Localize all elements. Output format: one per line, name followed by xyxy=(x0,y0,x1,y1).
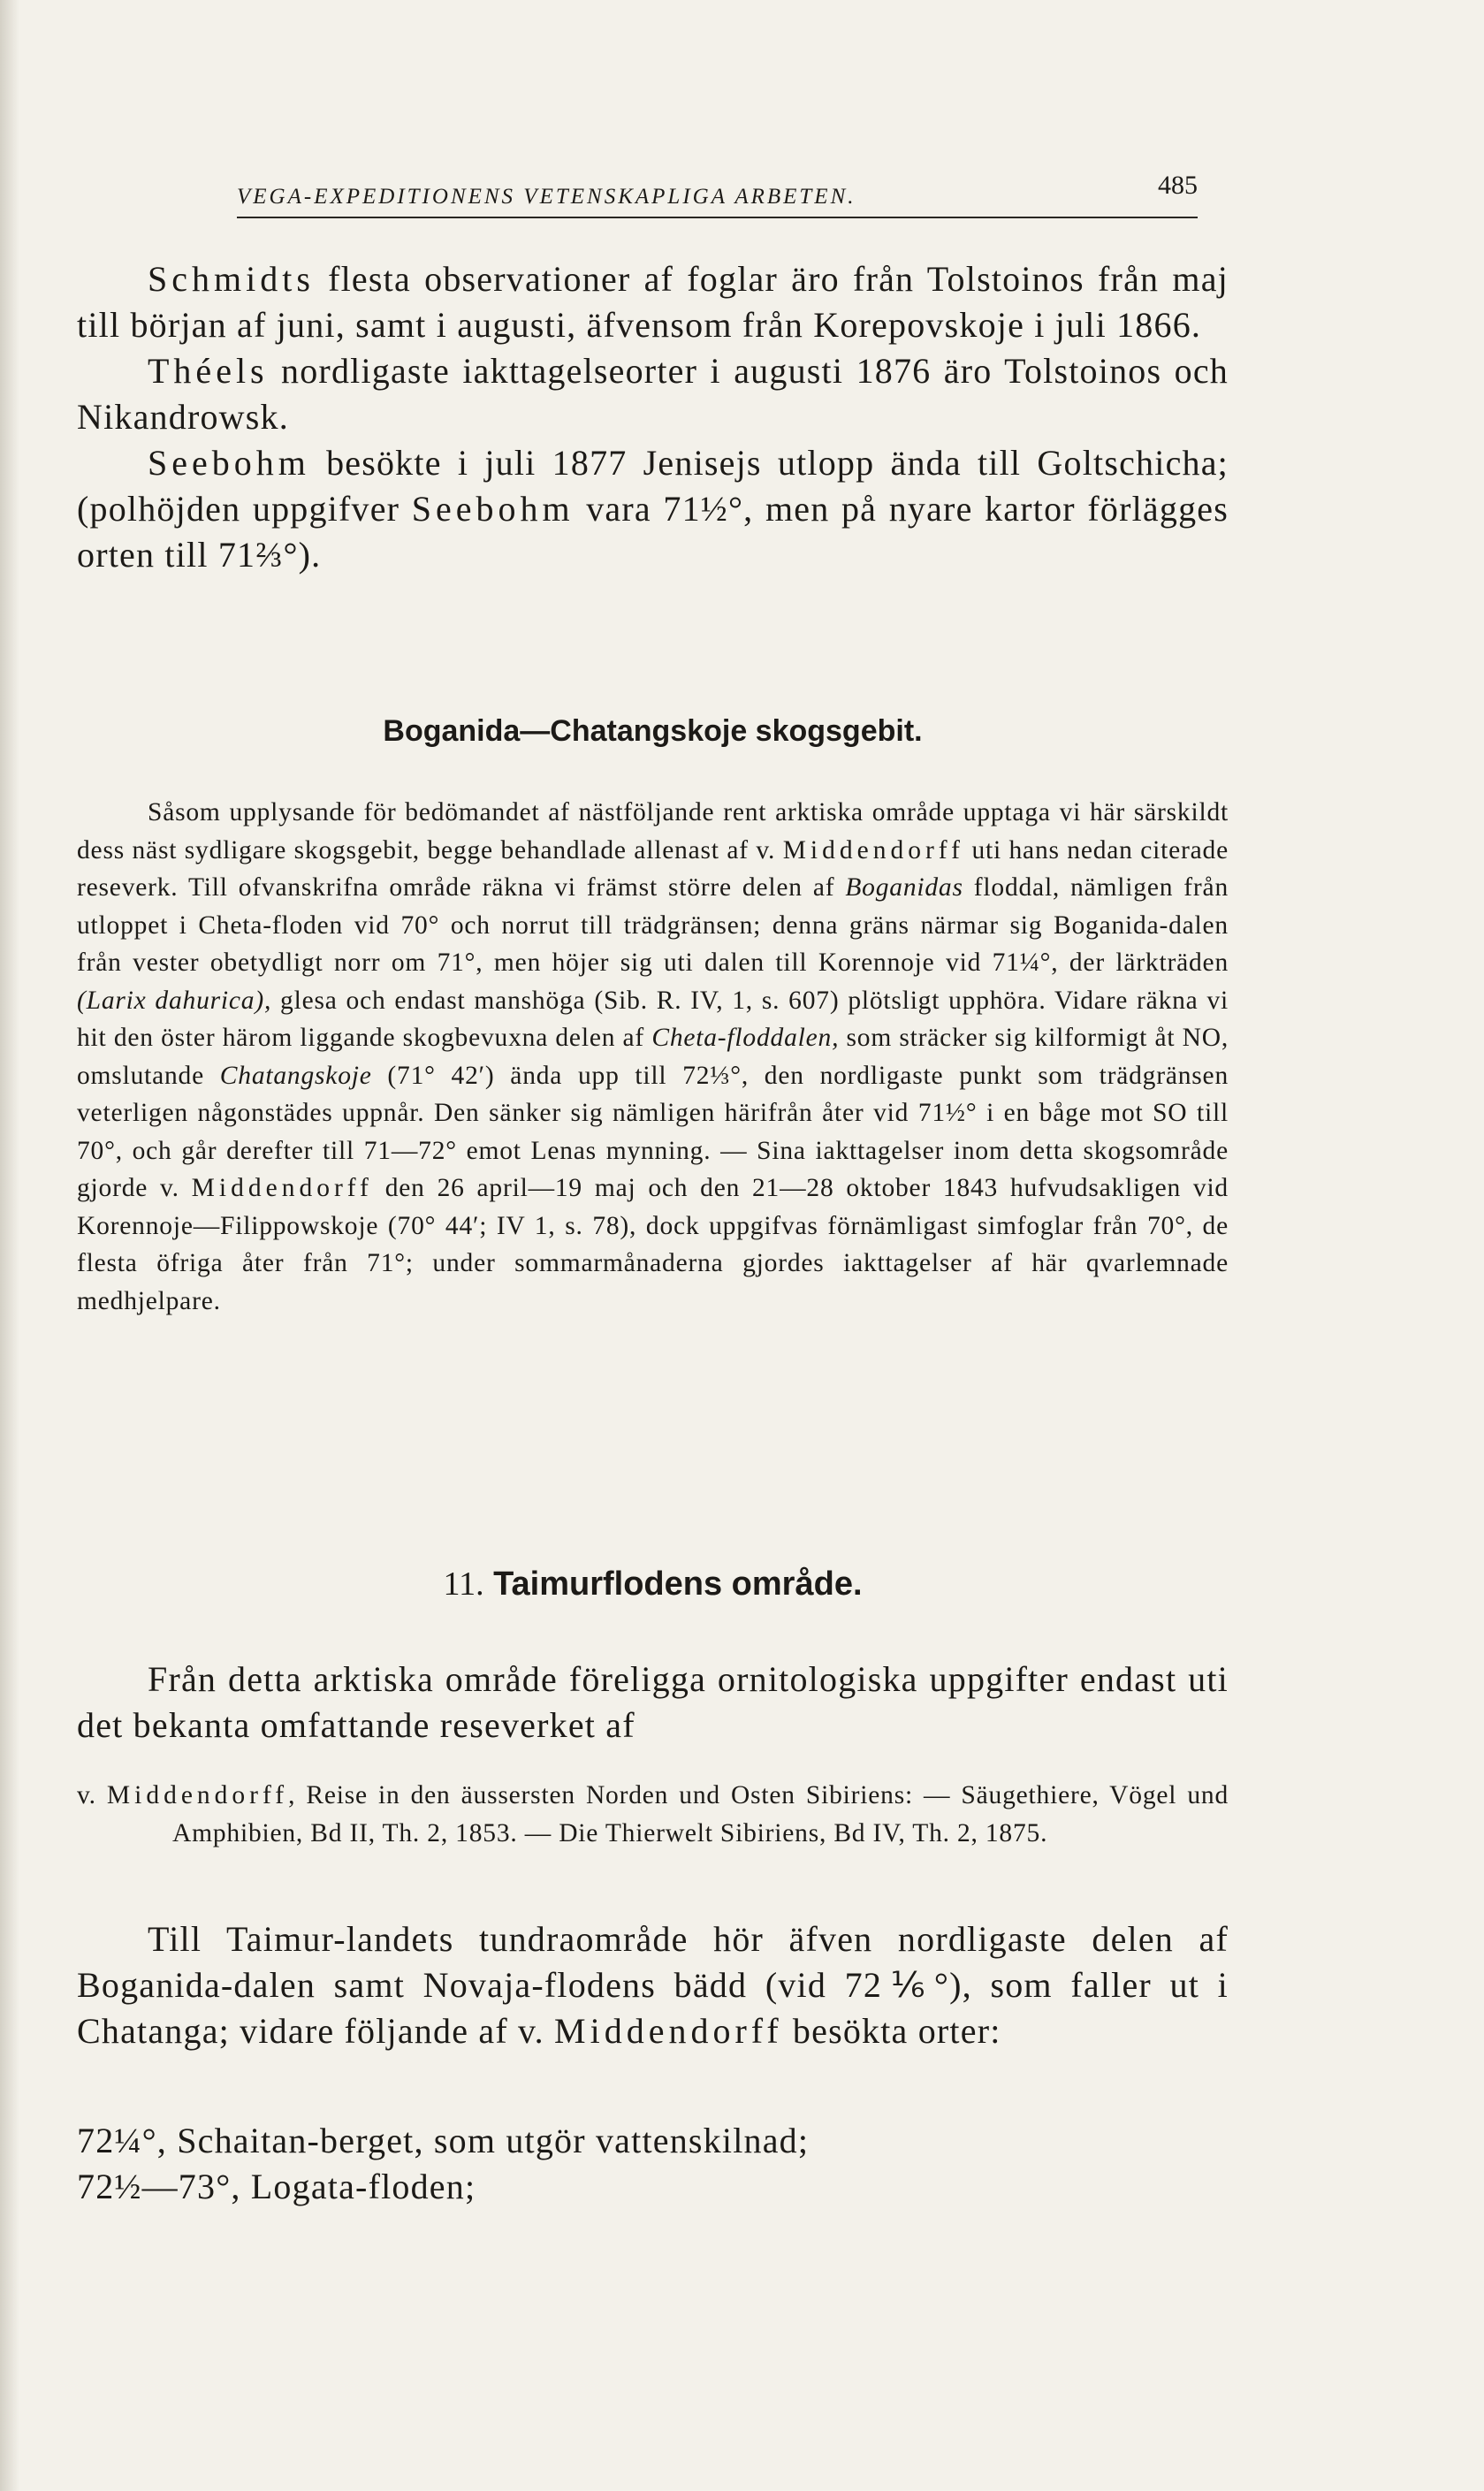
text-run: floddal, nämligen från utloppet i Cheta-floden vid 70° och norrut till trädgränsen; denna gräns närmar sig Boganida-dalen från vester obetydligt norr om 71°, men höjer sig uti dalen till Korennoje vid 71¼°, der lärkträden xyxy=(77,873,1229,977)
page-header xyxy=(237,171,1198,218)
author-name: Seebohm xyxy=(411,489,575,529)
page-number: 485 xyxy=(1158,171,1198,200)
text-run: (71° 42′) ända upp till 72⅓°, den nordligaste punkt som trädgränsen veterligen någonstädes uppnår. Den sänker sig nämligen härifrån åter vid 71½° i en båge mot SO till 70°, och går derefter till 71—72° emot Lenas mynning. — Sina iakttagelser inom detta skogsområde gjorde v. xyxy=(77,1061,1229,1202)
text-run: v. xyxy=(77,1781,107,1809)
intro-paragraphs xyxy=(77,256,1229,578)
paragraph-text: besökte i juli 1877 Jenisejs utlopp ända till Goltschicha; (polhöjden uppgifver xyxy=(77,443,1229,529)
italic-term: (Larix dahurica), xyxy=(77,986,272,1015)
author-name: Middendorff xyxy=(782,835,964,865)
place-item: 72½—73°, Logata-floden; xyxy=(77,2167,476,2206)
paragraph-seebohm xyxy=(77,440,1229,578)
text-run: besökta orter: xyxy=(782,2011,1001,2051)
text-run: Såsom upplysande för bedömandet af nästföljande rent arktiska område upptaga vi här särskildt dess näst sydligare skogsgebit, begge behandlade allenast af v. xyxy=(77,798,1229,865)
place-list xyxy=(77,2118,1229,2210)
text-run: uti hans nedan citerade reseverk. Till ofvanskrifna område räkna vi främst större delen af xyxy=(77,835,1229,902)
section-number: 11. xyxy=(443,1565,484,1603)
author-name: Middendorff xyxy=(554,2011,783,2051)
author-name: Middendorff xyxy=(106,1781,289,1809)
author-name: Schmidts xyxy=(148,259,315,299)
taimur-reference xyxy=(77,1777,1229,1852)
section-heading-taimur xyxy=(77,1565,1229,1604)
text-run: som sträcker sig kilformigt åt NO, omslutande xyxy=(77,1024,1229,1090)
italic-term: Chatangskoje xyxy=(219,1061,372,1090)
paragraph-theel xyxy=(77,348,1229,440)
text-run: , Reise in den äussersten Norden und Osten Sibiriens: — Säugethiere, Vögel und Amphibien, Bd II, Th. 2, 1853. — Die Thierwelt Sibiriens, Bd IV, Th. 2, 1875. xyxy=(172,1781,1229,1847)
italic-term: Cheta-floddalen, xyxy=(651,1024,840,1052)
paragraph-taimur xyxy=(77,1916,1229,2054)
page-edge-shadow xyxy=(0,0,19,2491)
boganida-paragraph xyxy=(77,794,1229,1320)
section-title: Taimurflodens område. xyxy=(493,1565,863,1603)
author-name: Théels xyxy=(148,351,269,391)
paragraph-schmidt xyxy=(77,256,1229,348)
paragraph-text: flesta observationer af foglar äro från Tolstoinos från maj till början af juni, samt i augusti, äfvensom från Korepovskoje i juli 1866. xyxy=(77,259,1229,345)
running-title: VEGA-EXPEDITIONENS VETENSKAPLIGA ARBETEN. xyxy=(237,185,856,209)
paragraph-boganida xyxy=(77,794,1229,1320)
author-name: Middendorff xyxy=(191,1174,373,1202)
italic-term: Boganidas xyxy=(845,873,963,902)
section-heading-boganida: Boganida—Chatangskoje skogsgebit. xyxy=(383,714,923,748)
paragraph-text: vara 71½°, men på nyare kartor förlägges orten till 71⅔°). xyxy=(77,489,1229,575)
taimur-paragraph xyxy=(77,1916,1229,2054)
taimur-intro xyxy=(77,1657,1229,1748)
text-run: Till Taimur-landets tundraområde hör äfven nordligaste delen af Boganida-dalen samt Novaja-flodens bädd (vid 72⅙°), som faller ut i Chatanga; vidare följande af v. xyxy=(77,1919,1229,2051)
author-name: Seebohm xyxy=(148,443,310,483)
text-run: glesa och endast manshöga (Sib. R. IV, 1, s. 607) plötsligt upphöra. Vidare räkna vi hit den öster härom liggande skogbevuxna delen af xyxy=(77,986,1229,1052)
bibliographic-reference xyxy=(77,1777,1229,1852)
text-run: den 26 april—19 maj och den 21—28 oktober 1843 hufvudsakligen vid Korennoje—Filippowskoje (70° 44′; IV 1, s. 78), dock uppgifvas förnämligast simfoglar från 70°, de flesta öfriga åter från 71°; under sommarmånaderna gjordes iakttagelser af här qvarlemnade medhjelpare. xyxy=(77,1174,1229,1315)
place-item: 72¼°, Schaitan-berget, som utgör vattenskilnad; xyxy=(77,2121,810,2160)
paragraph-text: nordligaste iakttagelseorter i augusti 1876 äro Tolstoinos och Nikandrowsk. xyxy=(77,351,1229,437)
paragraph-taimur-intro: Från detta arktiska område föreligga ornitologiska uppgifter endast uti det bekanta omfattande reseverket af xyxy=(77,1659,1229,1745)
